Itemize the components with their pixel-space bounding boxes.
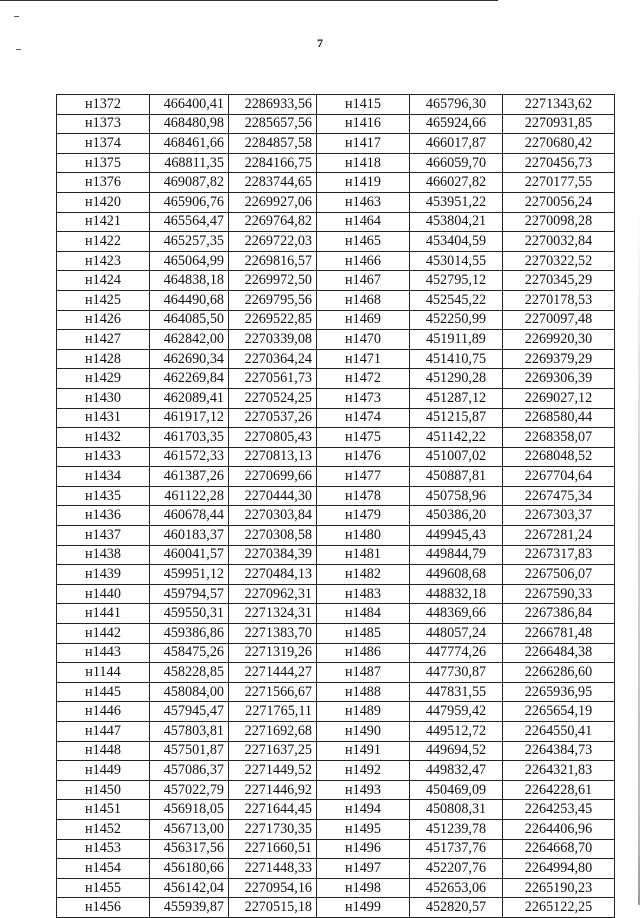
- y-coordinate-cell: 2270515,18: [229, 898, 317, 918]
- point-id-cell: н1464: [317, 212, 410, 232]
- x-coordinate-cell: 459794,57: [150, 584, 229, 604]
- point-id-cell: н1425: [57, 290, 150, 310]
- table-row: [57, 232, 615, 252]
- point-id-cell: н1433: [57, 447, 150, 467]
- y-coordinate-cell: 2271343,62: [503, 95, 615, 115]
- x-coordinate-cell: 453404,59: [410, 232, 503, 252]
- point-id-cell: н1424: [57, 271, 150, 291]
- table-row: [57, 134, 615, 154]
- table-row: [57, 565, 615, 585]
- table-row: [57, 428, 615, 448]
- table-row: [57, 173, 615, 193]
- table-row: [57, 526, 615, 546]
- y-coordinate-cell: 2270561,73: [229, 369, 317, 389]
- point-id-cell: н1421: [57, 212, 150, 232]
- point-id-cell: н1487: [317, 663, 410, 683]
- x-coordinate-cell: 453804,21: [410, 212, 503, 232]
- point-id-cell: н1456: [57, 898, 150, 918]
- y-coordinate-cell: 2269379,29: [503, 349, 615, 369]
- table-row: [57, 290, 615, 310]
- point-id-cell: н1496: [317, 839, 410, 859]
- table-row: [57, 800, 615, 820]
- y-coordinate-cell: 2270524,25: [229, 388, 317, 408]
- point-id-cell: н1431: [57, 408, 150, 428]
- x-coordinate-cell: 449945,43: [410, 526, 503, 546]
- point-id-cell: н1438: [57, 545, 150, 565]
- point-id-cell: н1494: [317, 800, 410, 820]
- x-coordinate-cell: 461917,12: [150, 408, 229, 428]
- x-coordinate-cell: 448369,66: [410, 604, 503, 624]
- table-row: [57, 251, 615, 271]
- y-coordinate-cell: 2271637,25: [229, 741, 317, 761]
- point-id-cell: н1474: [317, 408, 410, 428]
- point-id-cell: н1376: [57, 173, 150, 193]
- point-id-cell: н1499: [317, 898, 410, 918]
- x-coordinate-cell: 451290,28: [410, 369, 503, 389]
- table-row: [57, 192, 615, 212]
- x-coordinate-cell: 469087,82: [150, 173, 229, 193]
- point-id-cell: н1432: [57, 428, 150, 448]
- y-coordinate-cell: 2270384,39: [229, 545, 317, 565]
- point-id-cell: н1372: [57, 95, 150, 115]
- point-id-cell: н1440: [57, 584, 150, 604]
- table-row: [57, 722, 615, 742]
- x-coordinate-cell: 451737,76: [410, 839, 503, 859]
- x-coordinate-cell: 457022,79: [150, 780, 229, 800]
- x-coordinate-cell: 461387,26: [150, 467, 229, 487]
- x-coordinate-cell: 449608,68: [410, 565, 503, 585]
- x-coordinate-cell: 456142,04: [150, 878, 229, 898]
- point-id-cell: н1434: [57, 467, 150, 487]
- y-coordinate-cell: 2267281,24: [503, 526, 615, 546]
- y-coordinate-cell: 2267303,37: [503, 506, 615, 526]
- point-id-cell: н1453: [57, 839, 150, 859]
- table-row: [57, 878, 615, 898]
- point-id-cell: н1422: [57, 232, 150, 252]
- y-coordinate-cell: 2270805,43: [229, 428, 317, 448]
- y-coordinate-cell: 2270444,30: [229, 486, 317, 506]
- x-coordinate-cell: 449512,72: [410, 722, 503, 742]
- x-coordinate-cell: 451215,87: [410, 408, 503, 428]
- y-coordinate-cell: 2266484,38: [503, 643, 615, 663]
- y-coordinate-cell: 2267704,64: [503, 467, 615, 487]
- y-coordinate-cell: 2271449,52: [229, 761, 317, 781]
- x-coordinate-cell: 452653,06: [410, 878, 503, 898]
- x-coordinate-cell: 451142,22: [410, 428, 503, 448]
- table-row: [57, 663, 615, 683]
- y-coordinate-cell: 2271324,31: [229, 604, 317, 624]
- point-id-cell: н1480: [317, 526, 410, 546]
- x-coordinate-cell: 456317,56: [150, 839, 229, 859]
- x-coordinate-cell: 452545,22: [410, 290, 503, 310]
- x-coordinate-cell: 460183,37: [150, 526, 229, 546]
- point-id-cell: н1439: [57, 565, 150, 585]
- x-coordinate-cell: 450386,20: [410, 506, 503, 526]
- point-id-cell: н1493: [317, 780, 410, 800]
- x-coordinate-cell: 460678,44: [150, 506, 229, 526]
- y-coordinate-cell: 2268358,07: [503, 428, 615, 448]
- x-coordinate-cell: 458475,26: [150, 643, 229, 663]
- y-coordinate-cell: 2267475,34: [503, 486, 615, 506]
- coordinates-table-body: [57, 95, 615, 918]
- point-id-cell: н1452: [57, 819, 150, 839]
- point-id-cell: н1415: [317, 95, 410, 115]
- table-row: [57, 702, 615, 722]
- point-id-cell: н1423: [57, 251, 150, 271]
- x-coordinate-cell: 459550,31: [150, 604, 229, 624]
- y-coordinate-cell: 2264253,45: [503, 800, 615, 820]
- table-row: [57, 819, 615, 839]
- point-id-cell: н1463: [317, 192, 410, 212]
- y-coordinate-cell: 2270962,31: [229, 584, 317, 604]
- point-id-cell: н1374: [57, 134, 150, 154]
- y-coordinate-cell: 2266781,48: [503, 624, 615, 644]
- table-row: [57, 780, 615, 800]
- table-row: [57, 839, 615, 859]
- y-coordinate-cell: 2271383,70: [229, 624, 317, 644]
- y-coordinate-cell: 2264550,41: [503, 722, 615, 742]
- y-coordinate-cell: 2270364,24: [229, 349, 317, 369]
- y-coordinate-cell: 2265190,23: [503, 878, 615, 898]
- point-id-cell: н1418: [317, 153, 410, 173]
- point-id-cell: н1437: [57, 526, 150, 546]
- point-id-cell: н1498: [317, 878, 410, 898]
- x-coordinate-cell: 468811,35: [150, 153, 229, 173]
- point-id-cell: н1476: [317, 447, 410, 467]
- x-coordinate-cell: 465924,66: [410, 114, 503, 134]
- point-id-cell: н1479: [317, 506, 410, 526]
- table-row: [57, 388, 615, 408]
- x-coordinate-cell: 448057,24: [410, 624, 503, 644]
- y-coordinate-cell: 2267317,83: [503, 545, 615, 565]
- x-coordinate-cell: 466059,70: [410, 153, 503, 173]
- table-row: [57, 741, 615, 761]
- y-coordinate-cell: 2270345,29: [503, 271, 615, 291]
- x-coordinate-cell: 447959,42: [410, 702, 503, 722]
- y-coordinate-cell: 2270056,24: [503, 192, 615, 212]
- x-coordinate-cell: 465064,99: [150, 251, 229, 271]
- point-id-cell: н1448: [57, 741, 150, 761]
- x-coordinate-cell: 450808,31: [410, 800, 503, 820]
- y-coordinate-cell: 2264668,70: [503, 839, 615, 859]
- x-coordinate-cell: 455939,87: [150, 898, 229, 918]
- table-row: [57, 624, 615, 644]
- y-coordinate-cell: 2264406,96: [503, 819, 615, 839]
- table-row: [57, 447, 615, 467]
- x-coordinate-cell: 456180,66: [150, 859, 229, 879]
- x-coordinate-cell: 452250,99: [410, 310, 503, 330]
- y-coordinate-cell: 2269306,39: [503, 369, 615, 389]
- y-coordinate-cell: 2269522,85: [229, 310, 317, 330]
- y-coordinate-cell: 2270303,84: [229, 506, 317, 526]
- point-id-cell: н1375: [57, 153, 150, 173]
- y-coordinate-cell: 2270097,48: [503, 310, 615, 330]
- x-coordinate-cell: 451410,75: [410, 349, 503, 369]
- x-coordinate-cell: 466017,87: [410, 134, 503, 154]
- point-id-cell: н1481: [317, 545, 410, 565]
- table-row: [57, 643, 615, 663]
- x-coordinate-cell: 465906,76: [150, 192, 229, 212]
- y-coordinate-cell: 2264384,73: [503, 741, 615, 761]
- y-coordinate-cell: 2267386,84: [503, 604, 615, 624]
- point-id-cell: н1497: [317, 859, 410, 879]
- page-number: 7: [317, 36, 323, 50]
- x-coordinate-cell: 459951,12: [150, 565, 229, 585]
- point-id-cell: н1492: [317, 761, 410, 781]
- y-coordinate-cell: 2269927,06: [229, 192, 317, 212]
- table-row: [57, 408, 615, 428]
- y-coordinate-cell: 2267590,33: [503, 584, 615, 604]
- point-id-cell: н1475: [317, 428, 410, 448]
- y-coordinate-cell: 2265654,19: [503, 702, 615, 722]
- x-coordinate-cell: 457945,47: [150, 702, 229, 722]
- y-coordinate-cell: 2270339,08: [229, 330, 317, 350]
- point-id-cell: н1428: [57, 349, 150, 369]
- table-row: [57, 114, 615, 134]
- x-coordinate-cell: 450758,96: [410, 486, 503, 506]
- y-coordinate-cell: 2268048,52: [503, 447, 615, 467]
- point-id-cell: н1420: [57, 192, 150, 212]
- point-id-cell: н1488: [317, 682, 410, 702]
- table-row: [57, 153, 615, 173]
- table-row: [57, 95, 615, 115]
- x-coordinate-cell: 466027,82: [410, 173, 503, 193]
- y-coordinate-cell: 2285657,56: [229, 114, 317, 134]
- point-id-cell: н1449: [57, 761, 150, 781]
- x-coordinate-cell: 462269,84: [150, 369, 229, 389]
- x-coordinate-cell: 451287,12: [410, 388, 503, 408]
- x-coordinate-cell: 447774,26: [410, 643, 503, 663]
- x-coordinate-cell: 447730,87: [410, 663, 503, 683]
- y-coordinate-cell: 2270178,53: [503, 290, 615, 310]
- y-coordinate-cell: 2265936,95: [503, 682, 615, 702]
- point-id-cell: н1373: [57, 114, 150, 134]
- point-id-cell: н1495: [317, 819, 410, 839]
- y-coordinate-cell: 2269816,57: [229, 251, 317, 271]
- y-coordinate-cell: 2286933,56: [229, 95, 317, 115]
- x-coordinate-cell: 460041,57: [150, 545, 229, 565]
- x-coordinate-cell: 465257,35: [150, 232, 229, 252]
- y-coordinate-cell: 2270680,42: [503, 134, 615, 154]
- y-coordinate-cell: 2270537,26: [229, 408, 317, 428]
- point-id-cell: н1471: [317, 349, 410, 369]
- y-coordinate-cell: 2269972,50: [229, 271, 317, 291]
- point-id-cell: н1470: [317, 330, 410, 350]
- point-id-cell: н1445: [57, 682, 150, 702]
- y-coordinate-cell: 2271446,92: [229, 780, 317, 800]
- x-coordinate-cell: 449844,79: [410, 545, 503, 565]
- table-row: [57, 682, 615, 702]
- y-coordinate-cell: 2270699,66: [229, 467, 317, 487]
- y-coordinate-cell: 2270484,13: [229, 565, 317, 585]
- point-id-cell: н1430: [57, 388, 150, 408]
- x-coordinate-cell: 468480,98: [150, 114, 229, 134]
- x-coordinate-cell: 452820,57: [410, 898, 503, 918]
- y-coordinate-cell: 2269027,12: [503, 388, 615, 408]
- coordinates-table: [56, 94, 615, 918]
- y-coordinate-cell: 2269722,03: [229, 232, 317, 252]
- table-row: [57, 212, 615, 232]
- x-coordinate-cell: 456713,00: [150, 819, 229, 839]
- y-coordinate-cell: 2271444,27: [229, 663, 317, 683]
- y-coordinate-cell: 2271319,26: [229, 643, 317, 663]
- table-row: [57, 761, 615, 781]
- x-coordinate-cell: 464085,50: [150, 310, 229, 330]
- x-coordinate-cell: 462690,34: [150, 349, 229, 369]
- y-coordinate-cell: 2271448,33: [229, 859, 317, 879]
- y-coordinate-cell: 2270931,85: [503, 114, 615, 134]
- point-id-cell: н1484: [317, 604, 410, 624]
- table-row: [57, 486, 615, 506]
- y-coordinate-cell: 2269920,30: [503, 330, 615, 350]
- point-id-cell: н1478: [317, 486, 410, 506]
- y-coordinate-cell: 2271566,67: [229, 682, 317, 702]
- y-coordinate-cell: 2270032,84: [503, 232, 615, 252]
- point-id-cell: н1472: [317, 369, 410, 389]
- x-coordinate-cell: 461122,28: [150, 486, 229, 506]
- y-coordinate-cell: 2265122,25: [503, 898, 615, 918]
- point-id-cell: н1455: [57, 878, 150, 898]
- y-coordinate-cell: 2271644,45: [229, 800, 317, 820]
- y-coordinate-cell: 2271692,68: [229, 722, 317, 742]
- point-id-cell: н1467: [317, 271, 410, 291]
- y-coordinate-cell: 2283744,65: [229, 173, 317, 193]
- table-row: [57, 506, 615, 526]
- x-coordinate-cell: 453951,22: [410, 192, 503, 212]
- y-coordinate-cell: 2270098,28: [503, 212, 615, 232]
- point-id-cell: н1491: [317, 741, 410, 761]
- x-coordinate-cell: 451007,02: [410, 447, 503, 467]
- x-coordinate-cell: 453014,55: [410, 251, 503, 271]
- point-id-cell: н1442: [57, 624, 150, 644]
- x-coordinate-cell: 451239,78: [410, 819, 503, 839]
- x-coordinate-cell: 458084,00: [150, 682, 229, 702]
- y-coordinate-cell: 2270308,58: [229, 526, 317, 546]
- point-id-cell: н1477: [317, 467, 410, 487]
- table-row: [57, 584, 615, 604]
- point-id-cell: н1482: [317, 565, 410, 585]
- point-id-cell: н1489: [317, 702, 410, 722]
- x-coordinate-cell: 468461,66: [150, 134, 229, 154]
- x-coordinate-cell: 449832,47: [410, 761, 503, 781]
- y-coordinate-cell: 2266286,60: [503, 663, 615, 683]
- x-coordinate-cell: 458228,85: [150, 663, 229, 683]
- margin-mark: [14, 16, 19, 17]
- point-id-cell: н1441: [57, 604, 150, 624]
- table-row: [57, 330, 615, 350]
- y-coordinate-cell: 2270813,13: [229, 447, 317, 467]
- x-coordinate-cell: 448832,18: [410, 584, 503, 604]
- table-row: [57, 369, 615, 389]
- point-id-cell: н1469: [317, 310, 410, 330]
- x-coordinate-cell: 451911,89: [410, 330, 503, 350]
- x-coordinate-cell: 461572,33: [150, 447, 229, 467]
- y-coordinate-cell: 2269764,82: [229, 212, 317, 232]
- x-coordinate-cell: 465564,47: [150, 212, 229, 232]
- x-coordinate-cell: 459386,86: [150, 624, 229, 644]
- table-row: [57, 898, 615, 918]
- point-id-cell: н1144: [57, 663, 150, 683]
- y-coordinate-cell: 2284857,58: [229, 134, 317, 154]
- y-coordinate-cell: 2264321,83: [503, 761, 615, 781]
- point-id-cell: н1416: [317, 114, 410, 134]
- y-coordinate-cell: 2264228,61: [503, 780, 615, 800]
- point-id-cell: н1447: [57, 722, 150, 742]
- x-coordinate-cell: 466400,41: [150, 95, 229, 115]
- point-id-cell: н1429: [57, 369, 150, 389]
- table-row: [57, 859, 615, 879]
- point-id-cell: н1446: [57, 702, 150, 722]
- x-coordinate-cell: 449694,52: [410, 741, 503, 761]
- point-id-cell: н1419: [317, 173, 410, 193]
- point-id-cell: н1483: [317, 584, 410, 604]
- y-coordinate-cell: 2271765,11: [229, 702, 317, 722]
- table-row: [57, 349, 615, 369]
- point-id-cell: н1454: [57, 859, 150, 879]
- x-coordinate-cell: 462842,00: [150, 330, 229, 350]
- table-row: [57, 545, 615, 565]
- x-coordinate-cell: 464490,68: [150, 290, 229, 310]
- table-row: [57, 310, 615, 330]
- y-coordinate-cell: 2270456,73: [503, 153, 615, 173]
- top-border-line: [0, 0, 498, 1]
- x-coordinate-cell: 450469,09: [410, 780, 503, 800]
- y-coordinate-cell: 2264994,80: [503, 859, 615, 879]
- y-coordinate-cell: 2270177,55: [503, 173, 615, 193]
- point-id-cell: н1426: [57, 310, 150, 330]
- x-coordinate-cell: 464838,18: [150, 271, 229, 291]
- point-id-cell: н1435: [57, 486, 150, 506]
- x-coordinate-cell: 457086,37: [150, 761, 229, 781]
- x-coordinate-cell: 447831,55: [410, 682, 503, 702]
- table-row: [57, 604, 615, 624]
- y-coordinate-cell: 2284166,75: [229, 153, 317, 173]
- point-id-cell: н1417: [317, 134, 410, 154]
- point-id-cell: н1485: [317, 624, 410, 644]
- y-coordinate-cell: 2271730,35: [229, 819, 317, 839]
- x-coordinate-cell: 462089,41: [150, 388, 229, 408]
- x-coordinate-cell: 457803,81: [150, 722, 229, 742]
- y-coordinate-cell: 2267506,07: [503, 565, 615, 585]
- y-coordinate-cell: 2271660,51: [229, 839, 317, 859]
- x-coordinate-cell: 452795,12: [410, 271, 503, 291]
- point-id-cell: н1443: [57, 643, 150, 663]
- point-id-cell: н1436: [57, 506, 150, 526]
- point-id-cell: н1427: [57, 330, 150, 350]
- point-id-cell: н1466: [317, 251, 410, 271]
- table-row: [57, 467, 615, 487]
- y-coordinate-cell: 2270954,16: [229, 878, 317, 898]
- point-id-cell: н1486: [317, 643, 410, 663]
- x-coordinate-cell: 461703,35: [150, 428, 229, 448]
- point-id-cell: н1490: [317, 722, 410, 742]
- point-id-cell: н1465: [317, 232, 410, 252]
- x-coordinate-cell: 456918,05: [150, 800, 229, 820]
- table-row: [57, 271, 615, 291]
- x-coordinate-cell: 457501,87: [150, 741, 229, 761]
- y-coordinate-cell: 2269795,56: [229, 290, 317, 310]
- point-id-cell: н1450: [57, 780, 150, 800]
- x-coordinate-cell: 465796,30: [410, 95, 503, 115]
- y-coordinate-cell: 2270322,52: [503, 251, 615, 271]
- y-coordinate-cell: 2268580,44: [503, 408, 615, 428]
- x-coordinate-cell: 452207,76: [410, 859, 503, 879]
- x-coordinate-cell: 450887,81: [410, 467, 503, 487]
- point-id-cell: н1468: [317, 290, 410, 310]
- point-id-cell: н1451: [57, 800, 150, 820]
- point-id-cell: н1473: [317, 388, 410, 408]
